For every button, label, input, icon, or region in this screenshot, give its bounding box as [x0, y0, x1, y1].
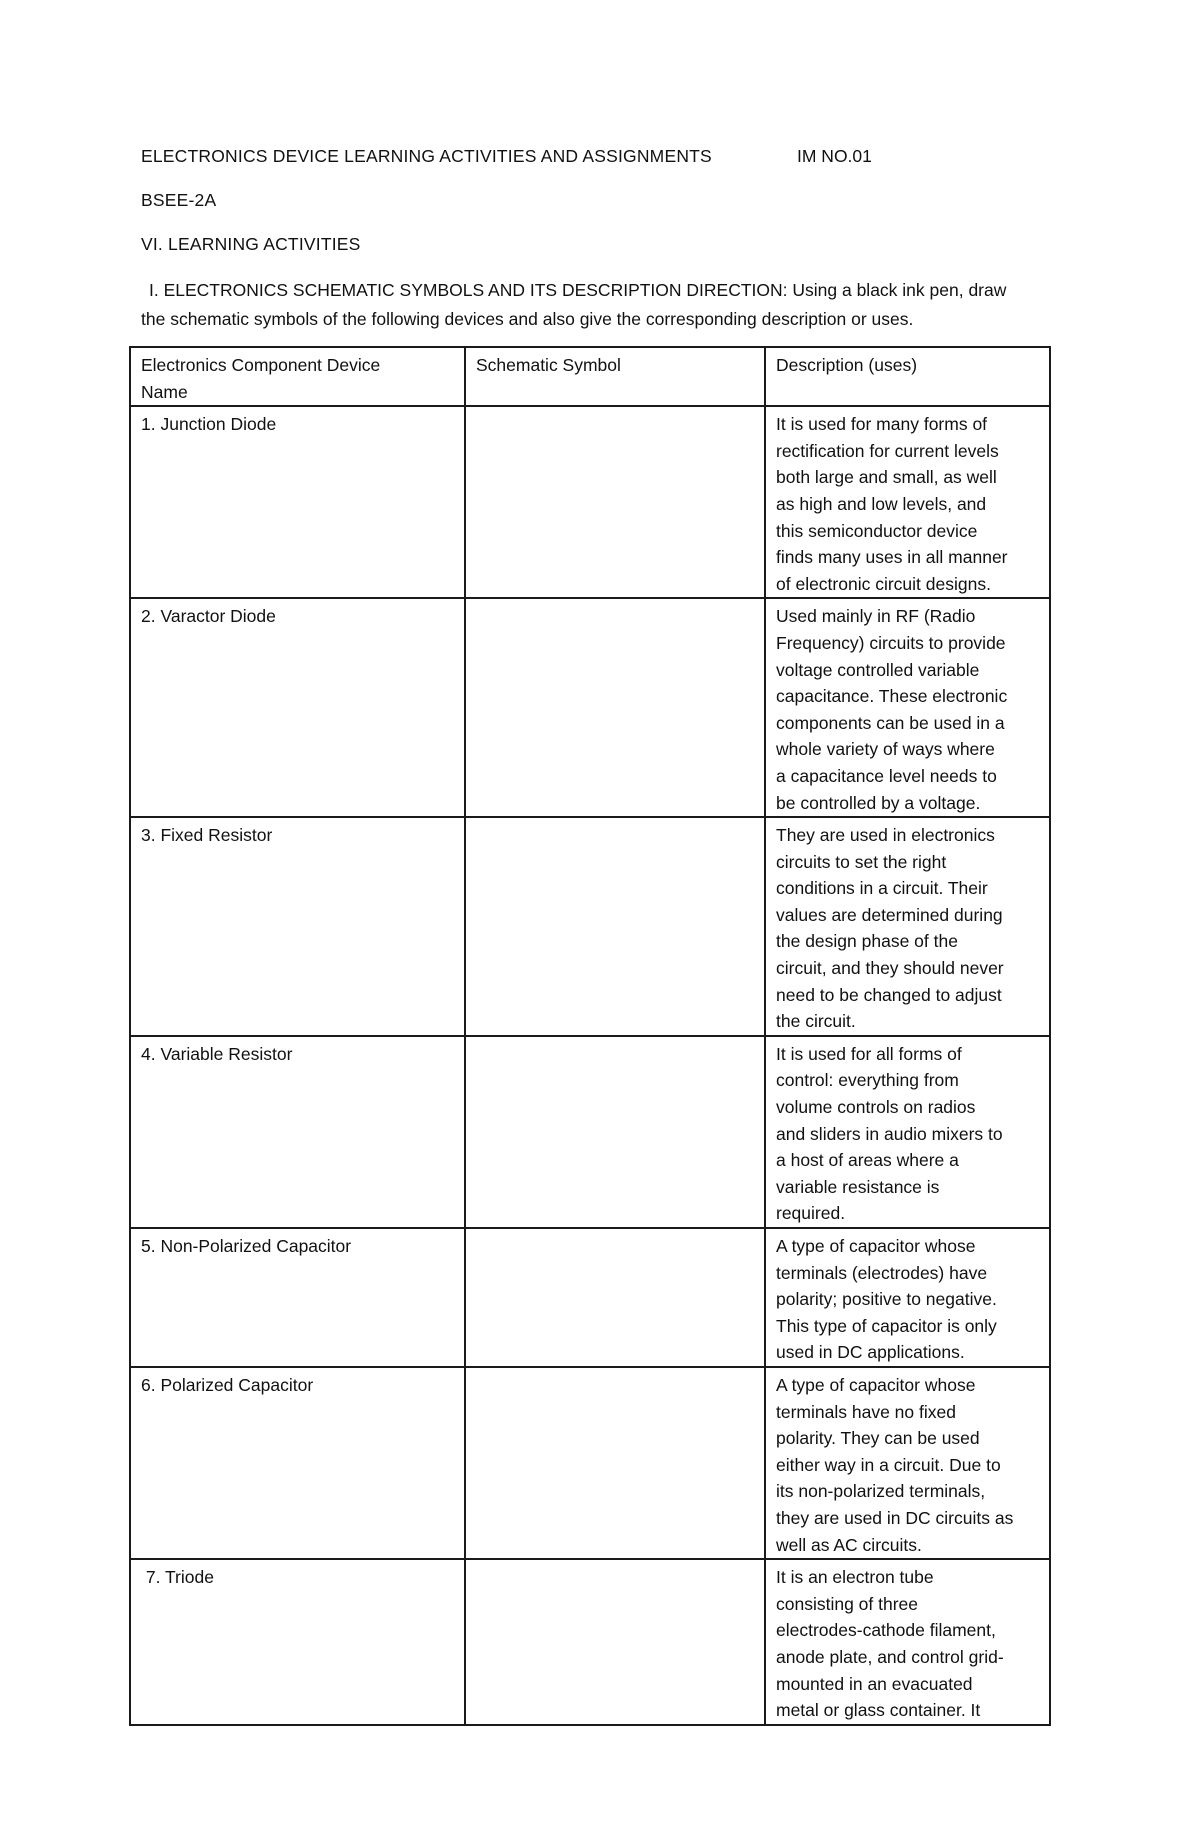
symbol-cell [465, 1036, 765, 1228]
device-name: 4. Variable Resistor [130, 1036, 465, 1228]
device-name: 5. Non-Polarized Capacitor [130, 1228, 465, 1367]
symbol-cell [465, 817, 765, 1036]
device-description: It is used for many forms of rectification for current levels both large and small, as well as high and low levels, and this semiconductor device finds many uses in all manner of electronic circuit designs. [765, 406, 1050, 598]
device-description: A type of capacitor whose terminals have no fixed polarity. They can be used either way in a circuit. Due to its non-polarized terminals, they are used in DC circuits as well as AC circuits. [765, 1367, 1050, 1559]
table-row [130, 817, 1050, 1036]
column-header-name: Electronics Component Device Name [130, 347, 465, 406]
document-title: ELECTRONICS DEVICE LEARNING ACTIVITIES AND ASSIGNMENTS [141, 146, 712, 166]
table-row [130, 1367, 1050, 1559]
device-name: 7. Triode [130, 1559, 465, 1725]
symbol-cell [465, 406, 765, 598]
table-row [130, 598, 1050, 817]
device-name: 1. Junction Diode [130, 406, 465, 598]
component-table [129, 346, 1051, 1726]
device-description: It is an electron tube consisting of three electrodes-cathode filament, anode plate, and control grid- mounted in an evacuated metal or glass container. It [765, 1559, 1050, 1725]
section-heading: VI. LEARNING ACTIVITIES [141, 234, 361, 254]
table-row [130, 406, 1050, 598]
symbol-cell [465, 1559, 765, 1725]
device-description: It is used for all forms of control: everything from volume controls on radios and sliders in audio mixers to a host of areas where a variable resistance is required. [765, 1036, 1050, 1228]
device-description: Used mainly in RF (Radio Frequency) circuits to provide voltage controlled variable capacitance. These electronic components can be used in a whole variety of ways where a capacitance level needs to be controlled by a voltage. [765, 598, 1050, 817]
device-name: 6. Polarized Capacitor [130, 1367, 465, 1559]
table-row [130, 1228, 1050, 1367]
symbol-cell [465, 598, 765, 817]
column-header-description: Description (uses) [765, 347, 1050, 406]
direction-line-1: I. ELECTRONICS SCHEMATIC SYMBOLS AND ITS DESCRIPTION DIRECTION: Using a black ink pen, draw [149, 280, 1007, 300]
table-row [130, 1036, 1050, 1228]
device-name: 2. Varactor Diode [130, 598, 465, 817]
table-row [130, 1559, 1050, 1725]
section-label: BSEE-2A [141, 190, 217, 210]
device-description: They are used in electronics circuits to set the right conditions in a circuit. Their values are determined during the design phase of the circuit, and they should never need to be changed to adjust the circuit. [765, 817, 1050, 1036]
im-number: IM NO.01 [797, 146, 872, 166]
direction-text [141, 276, 1061, 334]
device-description: A type of capacitor whose terminals (electrodes) have polarity; positive to negative. This type of capacitor is only used in DC applications. [765, 1228, 1050, 1367]
column-header-symbol: Schematic Symbol [465, 347, 765, 406]
symbol-cell [465, 1228, 765, 1367]
symbol-cell [465, 1367, 765, 1559]
device-name: 3. Fixed Resistor [130, 817, 465, 1036]
direction-line-2: the schematic symbols of the following devices and also give the corresponding description or uses. [141, 309, 914, 329]
table-header-row [130, 347, 1050, 406]
